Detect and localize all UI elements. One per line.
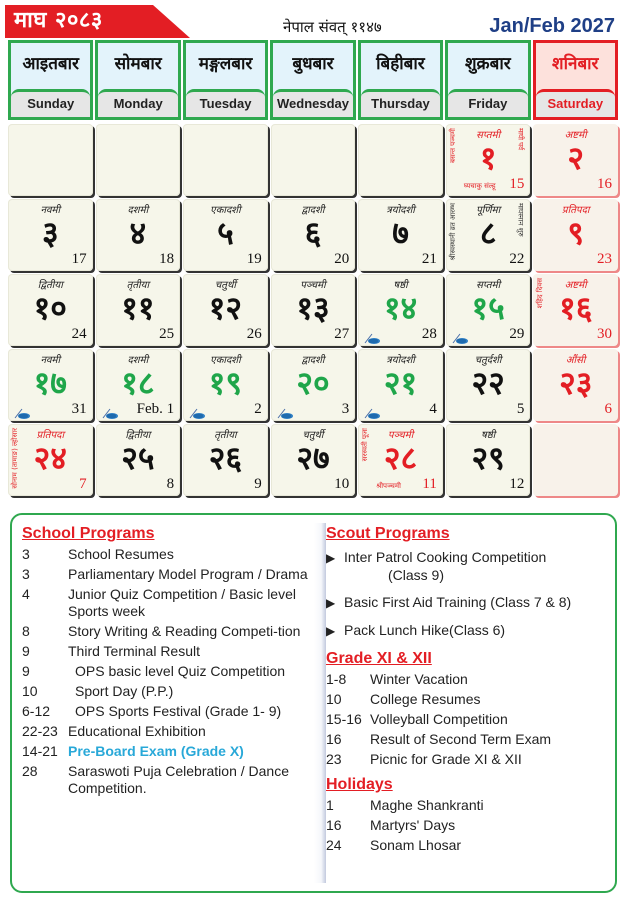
ad-date: 25 (159, 326, 175, 342)
holiday-date: 16 (326, 817, 342, 833)
ad-date: 8 (166, 476, 175, 492)
ad-date: 20 (334, 251, 350, 267)
bs-date: १८ (121, 364, 155, 402)
tithi-label: पूर्णिमा (476, 205, 501, 216)
tithi-label: एकादशी (210, 205, 241, 216)
calendar-day[interactable] (446, 274, 531, 346)
weekday-en: Saturday (547, 96, 604, 111)
weekday-en: Monday (113, 96, 163, 111)
holiday-item (326, 817, 611, 834)
program-date: 4 (22, 586, 30, 602)
scout-text: Basic First Aid Training (Class 7 & 8) (344, 594, 572, 610)
calendar-day[interactable] (271, 349, 356, 421)
ad-date: 29 (509, 326, 525, 342)
ad-date: 12 (509, 476, 525, 492)
bs-date: १० (33, 289, 67, 327)
program-item (22, 743, 312, 760)
calendar-day[interactable] (358, 349, 443, 421)
program-date: 3 (22, 546, 30, 562)
ad-date: 2 (254, 401, 262, 417)
holidays-title: Holidays (326, 776, 393, 793)
calendar-day[interactable] (271, 424, 356, 496)
calendar-day[interactable] (446, 199, 531, 271)
ad-date: 26 (246, 326, 262, 342)
tithi-label: तृतीया (126, 280, 150, 291)
tithi-label: एकादशी (210, 355, 241, 366)
school-programs-list (22, 546, 312, 797)
scout-programs-title: Scout Programs (326, 525, 450, 542)
scout-subtext: (Class 9) (388, 567, 445, 583)
bs-date: १३ (296, 289, 330, 327)
tithi-label: द्वादशी (301, 355, 325, 366)
ad-date: 22 (509, 251, 525, 267)
calendar-day[interactable] (533, 124, 618, 196)
calendar-day[interactable] (446, 349, 531, 421)
tithi-label: द्वितीया (125, 430, 151, 441)
weekday-friday (445, 40, 530, 120)
ad-date: 17 (71, 251, 87, 267)
bs-date: २७ (296, 439, 330, 477)
event-note: श्रीपञ्चमी (376, 482, 401, 490)
ad-date: 5 (516, 401, 525, 417)
calendar-day[interactable] (358, 199, 443, 271)
bs-date: २५ (121, 439, 155, 477)
bs-date: ११ (121, 289, 155, 327)
tithi-label: पञ्चमी (387, 430, 414, 441)
weekday-np: मङ्गलबार (198, 54, 253, 74)
grade-date: 1-8 (326, 671, 347, 687)
tithi-label: दशमी (127, 205, 149, 216)
program-item (22, 723, 312, 740)
program-date: 8 (22, 623, 30, 639)
weekday-en: Friday (468, 96, 508, 111)
scout-programs-list (326, 549, 611, 640)
bs-date: २ (567, 139, 585, 177)
ad-date: 23 (596, 251, 612, 267)
bs-date: १५ (471, 289, 505, 327)
school-programs-title: School Programs (22, 525, 155, 542)
weekday-saturday (533, 40, 618, 120)
grade-date: 16 (326, 731, 342, 747)
holidays-list (326, 797, 611, 854)
tithi-label: नवमी (40, 205, 61, 216)
ad-date: 28 (421, 326, 437, 342)
tithi-label: पञ्चमी (300, 280, 326, 291)
scout-text: Pack Lunch Hike(Class 6) (344, 622, 506, 638)
calendar-day[interactable] (8, 274, 93, 346)
grade-item (326, 671, 611, 688)
weekday-en: Tuesday (199, 96, 252, 111)
pen-hand-icon (101, 406, 119, 417)
holiday-item (326, 797, 611, 814)
tithi-label: त्रयोदशी (386, 355, 415, 366)
tithi-label: अष्टमी (564, 130, 587, 141)
calendar-day-empty (358, 124, 443, 196)
bs-date: ३ (41, 214, 59, 252)
grade-date: 10 (326, 691, 342, 707)
tithi-label: चतुर्थी (302, 430, 324, 441)
weekday-en: Wednesday (276, 96, 349, 111)
program-text: School Resumes (68, 546, 174, 562)
ad-date: 6 (604, 401, 612, 417)
bs-date: १ (479, 139, 497, 177)
bs-date: ९ (567, 214, 585, 252)
program-date: 6-12 (22, 703, 51, 719)
program-item (22, 586, 312, 620)
program-text: Parliamentary Model Program / Drama (68, 566, 308, 582)
grade-text: Winter Vacation (370, 671, 468, 687)
school-programs-section (22, 525, 312, 800)
calendar-day[interactable] (446, 124, 531, 196)
tithi-label: चतुर्थी (214, 280, 236, 291)
ad-date: 15 (509, 176, 525, 192)
ad-date: Feb. 1 (136, 401, 175, 417)
tithi-label: द्वादशी (301, 205, 325, 216)
grade-item (326, 691, 611, 708)
holiday-text: Martyrs' Days (370, 817, 456, 833)
bs-date: ४ (129, 214, 147, 252)
weekday-np: शुक्रबार (465, 54, 511, 74)
program-text: Sport Day (P.P.) (75, 683, 174, 699)
calendar-day[interactable] (271, 199, 356, 271)
ad-date: 24 (71, 326, 87, 342)
nepal-sambat: नेपाल संवत् ११४७ (283, 18, 382, 36)
bs-date: २० (296, 364, 330, 402)
weekday-thursday (358, 40, 443, 120)
calendar-day[interactable] (271, 274, 356, 346)
program-item (22, 546, 312, 563)
tithi-label: द्वितीया (37, 280, 63, 291)
program-text: Junior Quiz Competition / Basic level Sports week (68, 586, 296, 619)
grade-text: Picnic for Grade XI & XII (370, 751, 522, 767)
bs-date: २४ (33, 439, 67, 477)
program-date: 14-21 (22, 743, 58, 759)
calendar-day[interactable] (533, 274, 618, 346)
calendar-day-empty (533, 424, 618, 496)
calendar-day-empty (8, 124, 93, 196)
program-text: Third Terminal Result (68, 643, 201, 659)
event-note: माघस्नान शुरु (516, 203, 525, 237)
bs-date: ८ (479, 214, 497, 252)
weekday-tuesday (183, 40, 268, 120)
program-date: 9 (22, 663, 30, 679)
ad-date: 7 (79, 476, 87, 492)
program-date: 3 (22, 566, 30, 582)
english-month: Jan/Feb 2027 (489, 15, 615, 37)
grade-xi-xii-title: Grade XI & XII (326, 650, 432, 667)
weekday-en: Sunday (27, 96, 75, 111)
pen-hand-icon (451, 331, 469, 342)
tithi-label: औंसी (565, 355, 586, 366)
calendar-day[interactable] (8, 424, 93, 496)
grade-text: College Resumes (370, 691, 481, 707)
program-date: 9 (22, 643, 30, 659)
bs-date: २३ (559, 364, 593, 402)
ad-date: 30 (596, 326, 612, 342)
program-text: Pre-Board Exam (Grade X) (68, 743, 244, 759)
calendar-day[interactable] (533, 349, 618, 421)
scout-item (326, 622, 611, 640)
weekday-wednesday (270, 40, 355, 120)
weekday-np: आइतबार (22, 54, 79, 74)
bs-date: २९ (471, 439, 505, 477)
grade-item (326, 711, 611, 728)
program-item (22, 623, 312, 640)
grade-item (326, 751, 611, 768)
grade-date: 15-16 (326, 711, 362, 727)
ad-date: 10 (334, 476, 350, 492)
bs-date: २१ (383, 364, 418, 402)
triangle-right-icon: ▶ (326, 551, 336, 565)
ad-date: 4 (429, 401, 437, 417)
calendar-day-empty (271, 124, 356, 196)
holiday-date: 1 (326, 797, 334, 813)
bs-date: १४ (383, 289, 418, 327)
bs-date: १७ (33, 364, 67, 402)
grade-text: Volleyball Competition (370, 711, 508, 727)
program-date: 10 (22, 683, 38, 699)
calendar-day[interactable] (183, 424, 268, 496)
calendar-day[interactable] (358, 424, 443, 496)
program-text: OPS basic level Quiz Competition (75, 663, 286, 679)
calendar-day[interactable] (96, 349, 181, 421)
bs-date: १२ (208, 289, 243, 327)
program-text: OPS Sports Festival (Grade 1- 9) (75, 703, 282, 719)
event-note: सरस्वती पूजा (361, 428, 370, 462)
pen-hand-icon (363, 406, 381, 417)
right-column (326, 525, 611, 857)
program-date: 28 (22, 763, 38, 779)
triangle-right-icon: ▶ (326, 624, 336, 638)
triangle-right-icon: ▶ (326, 596, 336, 610)
grade-date: 23 (326, 751, 342, 767)
pen-hand-icon (188, 406, 206, 417)
tithi-label: षष्ठी (393, 280, 408, 291)
program-item (22, 763, 312, 797)
tithi-label: चतुर्दशी (474, 355, 502, 366)
event-note: घ्यचाकु संल्हू (463, 182, 496, 190)
weekday-np: शनिबार (552, 54, 599, 74)
program-item (22, 683, 312, 700)
event-note: सोनाम (तामाङ) ल्होसार (11, 428, 19, 489)
ad-date: 27 (334, 326, 350, 342)
ad-date: 3 (341, 401, 350, 417)
ad-date: 11 (422, 476, 437, 492)
bs-date: ५ (217, 214, 234, 252)
tithi-label: नवमी (40, 355, 61, 366)
scout-item (326, 549, 611, 584)
ad-date: 16 (596, 176, 612, 192)
bs-date: ७ (392, 214, 409, 252)
tithi-label: अष्टमी (564, 280, 587, 291)
ad-date: 18 (159, 251, 175, 267)
tithi-label: प्रतिपदा (561, 205, 590, 216)
event-note: शहिद दिवस (536, 278, 545, 309)
bs-date: १६ (559, 289, 593, 327)
program-text: Saraswoti Puja Celebration / Dance Competition. (68, 763, 290, 796)
calendar-day[interactable] (183, 349, 268, 421)
tithi-label: षष्ठी (481, 430, 496, 441)
tithi-label: त्रयोदशी (386, 205, 415, 216)
tithi-label: दशमी (127, 355, 149, 366)
weekday-monday (95, 40, 180, 120)
pen-hand-icon (363, 331, 381, 342)
holiday-text: Maghe Shankranti (370, 797, 484, 813)
program-item (22, 643, 312, 660)
event-note: बसन्त पञ्चमी (448, 128, 457, 163)
bs-date: २६ (208, 439, 243, 477)
weekday-en: Thursday (371, 96, 430, 111)
calendar-day[interactable] (96, 424, 181, 496)
calendar-day-empty (183, 124, 268, 196)
program-item (22, 566, 312, 583)
bs-date: २८ (383, 439, 418, 477)
holiday-text: Sonam Lhosar (370, 837, 462, 853)
weekday-np: बुधबार (292, 54, 334, 74)
weekday-np: सोमबार (114, 54, 162, 74)
weekday-header (8, 40, 618, 120)
calendar-day[interactable] (96, 274, 181, 346)
calendar-day[interactable] (183, 274, 268, 346)
tithi-label: प्रतिपदा (36, 430, 65, 441)
bs-date: १९ (208, 364, 243, 402)
event-note: माघी पर्व (516, 128, 525, 151)
holiday-item (326, 837, 611, 854)
programs-panel (10, 513, 617, 893)
scout-text: Inter Patrol Cooking Competition (344, 549, 547, 565)
weekday-np: बिहीबार (376, 54, 425, 74)
program-date: 22-23 (22, 723, 58, 739)
calendar-day-empty (96, 124, 181, 196)
program-text: Story Writing & Reading Competi-tion (68, 623, 301, 639)
calendar-grid (8, 124, 618, 496)
month-title: माघ २०८३ (14, 8, 103, 33)
calendar-day[interactable] (533, 199, 618, 271)
column-divider (314, 523, 326, 883)
grade-xi-xii-list (326, 671, 611, 768)
holiday-date: 24 (326, 837, 342, 853)
ad-date: 9 (254, 476, 262, 492)
tithi-label: तृतीया (214, 430, 237, 441)
bs-date: २२ (471, 364, 505, 402)
ad-date: 19 (246, 251, 262, 267)
calendar-day[interactable] (8, 199, 93, 271)
pen-hand-icon (276, 406, 294, 417)
weekday-sunday (8, 40, 93, 120)
calendar-day[interactable] (358, 274, 443, 346)
program-item (22, 663, 312, 680)
calendar-day[interactable] (183, 199, 268, 271)
scout-item (326, 594, 611, 612)
calendar-day[interactable] (446, 424, 531, 496)
calendar-day[interactable] (96, 199, 181, 271)
pen-hand-icon (13, 406, 31, 417)
event-note: श्रीस्वस्थानी व्रत आरम्भ (448, 203, 457, 261)
grade-item (326, 731, 611, 748)
program-text: Educational Exhibition (68, 723, 206, 739)
tithi-label: सप्तमी (476, 130, 501, 141)
grade-text: Result of Second Term Exam (370, 731, 552, 747)
bs-date: ६ (304, 214, 322, 252)
ad-date: 21 (421, 251, 437, 267)
program-item (22, 703, 312, 720)
calendar-day[interactable] (8, 349, 93, 421)
tithi-label: सप्तमी (476, 280, 501, 291)
ad-date: 31 (71, 401, 87, 417)
